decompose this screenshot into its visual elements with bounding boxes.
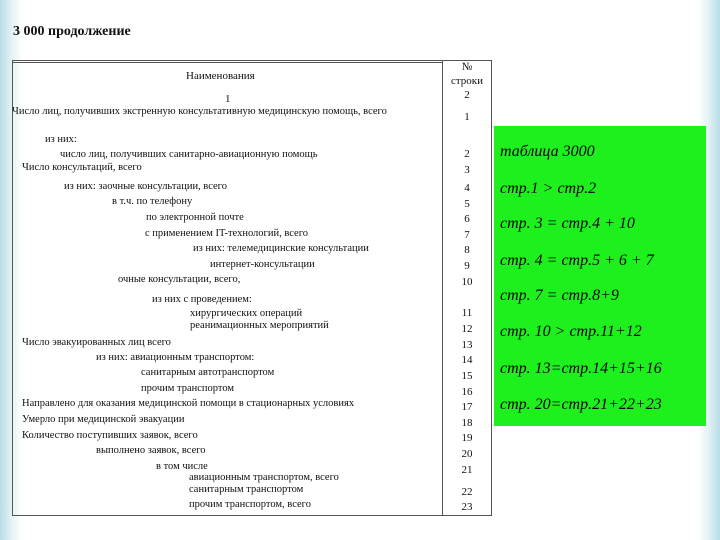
row-label-4: из них: заочные консультации, всего <box>64 181 227 192</box>
row-label-15: санитарным автотранспортом <box>141 367 275 378</box>
row-number-12: 12 <box>461 323 473 335</box>
row-label-23: прочим транспортом, всего <box>189 499 311 510</box>
header-name: Наименования <box>186 70 255 82</box>
row-number-5: 5 <box>464 198 470 210</box>
row-number-13: 13 <box>461 339 473 351</box>
row-label-3: Число консультаций, всего <box>22 162 142 173</box>
page-title: 3 000 продолжение <box>13 24 131 39</box>
row-number-8: 8 <box>464 244 470 256</box>
header-top-line <box>12 62 442 63</box>
row-number-3: 3 <box>464 164 470 176</box>
row-number-22: 22 <box>461 486 473 498</box>
row-label-conducted: из них с проведением: <box>152 294 252 305</box>
row-number-19: 19 <box>461 432 473 444</box>
rule-4: стр. 7 = стр.8+9 <box>500 287 619 304</box>
rule-3: стр. 4 = стр.5 + 6 + 7 <box>500 252 654 269</box>
row-label-17: Направлено для оказания медицинской помощи в стационарных условиях <box>22 398 355 409</box>
row-number-1: 1 <box>464 111 470 123</box>
row-label-12: реанимационных мероприятий <box>190 320 329 331</box>
row-number-10: 10 <box>461 276 473 288</box>
row-number-16: 16 <box>461 386 473 398</box>
row-label-5: в т.ч. по телефону <box>112 196 193 207</box>
row-label-16: прочим транспортом <box>141 383 235 394</box>
row-label-7: с применением IT-технологий, всего <box>145 228 308 239</box>
header-col-1: 1 <box>225 93 231 105</box>
row-number-23: 23 <box>461 501 473 513</box>
row-label-22: санитарным транспортом <box>189 484 304 495</box>
rule-7: стр. 20=стр.21+22+23 <box>500 396 662 413</box>
row-label-10: очные консультации, всего, <box>118 274 241 285</box>
header-row-number <box>444 60 490 102</box>
rule-6: стр. 13=стр.14+15+16 <box>500 360 662 377</box>
row-label-2: число лиц, получивших санитарно-авиационную помощь <box>60 149 318 160</box>
row-number-9: 9 <box>464 260 470 272</box>
rule-2: стр. 3 = стр.4 + 10 <box>500 215 635 232</box>
row-label-13: Число эвакуированных лиц всего <box>22 337 171 348</box>
row-label-19: Количество поступивших заявок, всего <box>22 430 198 441</box>
row-number-14: 14 <box>461 354 473 366</box>
row-label-6: по электронной почте <box>146 212 244 223</box>
rule-1: стр.1 > стр.2 <box>500 180 597 197</box>
row-label-9: интернет-консультации <box>210 259 315 270</box>
row-number-6: 6 <box>464 213 470 225</box>
rules-heading: таблица 3000 <box>500 143 595 160</box>
row-label-11: хирургических операций <box>190 308 303 319</box>
row-label-14: из них: авиационным транспортом: <box>96 352 255 363</box>
header-row-word: строки <box>450 75 484 87</box>
rule-5: стр. 10 > стр.11+12 <box>500 323 642 340</box>
row-number-15: 15 <box>461 370 473 382</box>
row-label-20: выполнено заявок, всего <box>96 445 206 456</box>
row-number-21: 21 <box>461 464 473 476</box>
row-label-including: в том числе <box>156 461 208 472</box>
row-label-18: Умерло при медицинской эвакуации <box>22 414 185 425</box>
row-label-8: из них: телемедицинские консультации <box>193 243 369 254</box>
header-number-sign: № <box>461 61 473 73</box>
control-rules-box <box>494 126 706 426</box>
row-number-20: 20 <box>461 448 473 460</box>
row-label-1: Число лиц, получивших экстренную консультативную медицинскую помощь, всего <box>12 106 387 117</box>
row-label-from-them: из них: <box>45 134 77 145</box>
row-label-21: авиационным транспортом, всего <box>189 472 339 483</box>
row-number-11: 11 <box>461 307 473 319</box>
row-number-7: 7 <box>464 229 470 241</box>
column-divider <box>442 60 443 516</box>
row-number-2: 2 <box>464 148 470 160</box>
row-number-18: 18 <box>461 417 473 429</box>
form-table <box>12 60 492 516</box>
row-number-17: 17 <box>461 401 473 413</box>
row-number-4: 4 <box>464 182 470 194</box>
header-col-2: 2 <box>464 89 470 101</box>
